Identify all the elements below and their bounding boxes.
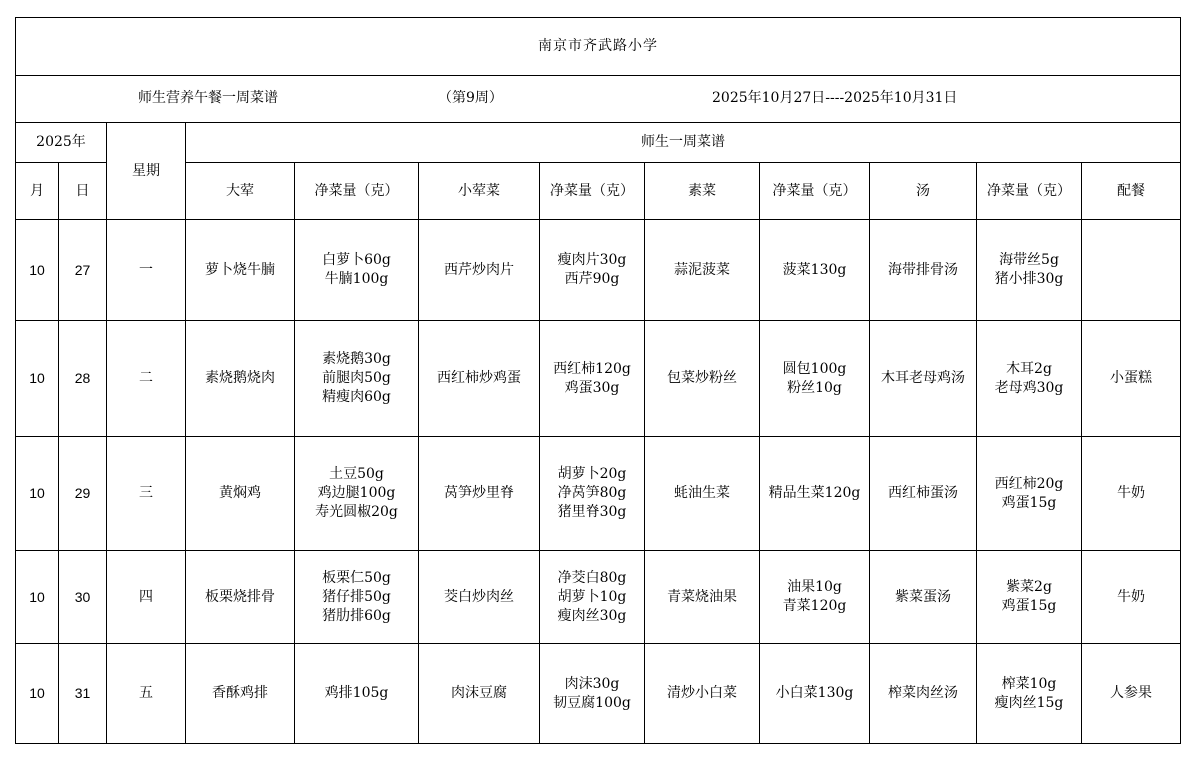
soup-qty-cell	[977, 321, 1082, 437]
qty-line: 西芹90g	[564, 271, 620, 287]
extra-header: 配餐	[1082, 163, 1181, 220]
veg-cell: 蚝油生菜	[645, 437, 760, 551]
extra-cell: 牛奶	[1082, 437, 1181, 551]
main-qty-header: 净菜量（克）	[295, 163, 419, 220]
qty-line: 粉丝10g	[787, 379, 842, 396]
soup-qty-header: 净菜量（克）	[977, 163, 1082, 220]
qty-line: 韧豆腐100g	[553, 694, 631, 711]
weekday-header: 星期	[107, 123, 186, 220]
veg-qty-cell	[760, 321, 870, 437]
day-cell: 29	[59, 437, 107, 551]
school-title: 南京市齐武路小学	[16, 18, 1181, 76]
veg-cell: 青菜烧油果	[645, 551, 760, 644]
main-dish-cell: 香酥鸡排	[186, 644, 295, 744]
side-meat-header: 小荤菜	[419, 163, 540, 220]
side-meat-cell: 西红柿炒鸡蛋	[419, 321, 540, 437]
veg-cell: 包菜炒粉丝	[645, 321, 760, 437]
soup-qty-cell	[977, 644, 1082, 744]
side-qty-cell	[540, 321, 645, 437]
main-dish-cell: 素烧鹅烧肉	[186, 321, 295, 437]
table-row	[16, 220, 1181, 321]
section-title: 师生一周菜谱	[186, 123, 1181, 163]
qty-line: 前腿肉50g	[322, 370, 391, 386]
qty-line: 净茭白80g	[557, 569, 627, 586]
extra-cell: 人参果	[1082, 644, 1181, 744]
main-dish-cell: 板栗烧排骨	[186, 551, 295, 644]
main-qty-cell	[295, 220, 419, 321]
qty-line: 西红柿20g	[994, 475, 1064, 492]
veg-header: 素菜	[645, 163, 760, 220]
qty-line: 鸡蛋15g	[1001, 598, 1057, 614]
weekday-cell: 二	[107, 321, 186, 437]
month-header: 月	[16, 163, 59, 220]
qty-line: 木耳2g	[1006, 360, 1052, 377]
qty-line: 寿光圆椒20g	[315, 504, 398, 520]
veg-qty-cell	[760, 551, 870, 644]
main-qty-cell	[295, 321, 419, 437]
soup-cell: 榨菜肉丝汤	[870, 644, 977, 744]
table-row	[16, 644, 1181, 744]
side-qty-cell	[540, 220, 645, 321]
weekly-menu-table	[15, 17, 1181, 744]
extra-cell: 牛奶	[1082, 551, 1181, 644]
side-meat-cell: 西芹炒肉片	[419, 220, 540, 321]
weekday-cell: 一	[107, 220, 186, 321]
veg-qty-header: 净菜量（克）	[760, 163, 870, 220]
weekday-cell: 四	[107, 551, 186, 644]
date-range: 2025年10月27日----2025年10月31日	[712, 90, 958, 106]
qty-line: 白萝卜60g	[322, 252, 391, 268]
qty-line: 牛腩100g	[324, 271, 389, 287]
qty-line: 榨菜10g	[1001, 675, 1057, 692]
qty-line: 小白菜130g	[775, 685, 854, 701]
side-qty-cell	[540, 551, 645, 644]
table-row	[16, 437, 1181, 551]
extra-cell: 小蛋糕	[1082, 321, 1181, 437]
qty-line: 瘦肉丝15g	[994, 694, 1064, 711]
extra-cell	[1082, 220, 1181, 321]
soup-qty-cell	[977, 551, 1082, 644]
weekday-cell: 三	[107, 437, 186, 551]
qty-line: 老母鸡30g	[994, 379, 1064, 396]
qty-line: 油果10g	[787, 579, 842, 595]
qty-line: 胡萝卜10g	[557, 588, 627, 605]
day-cell: 30	[59, 551, 107, 644]
qty-line: 精瘦肉60g	[322, 389, 391, 405]
soup-cell: 木耳老母鸡汤	[870, 321, 977, 437]
day-cell: 31	[59, 644, 107, 744]
qty-line: 菠菜130g	[782, 261, 847, 278]
qty-line: 瘦肉片30g	[557, 252, 627, 268]
soup-cell: 海带排骨汤	[870, 220, 977, 321]
qty-line: 精品生菜120g	[768, 485, 861, 501]
qty-line: 鸡边腿100g	[317, 485, 396, 501]
year-header: 2025年	[16, 123, 107, 163]
qty-line: 胡萝卜20g	[557, 466, 627, 482]
qty-line: 瘦肉丝30g	[557, 607, 627, 624]
soup-qty-cell	[977, 220, 1082, 321]
month-cell: 10	[16, 437, 59, 551]
soup-cell: 紫菜蛋汤	[870, 551, 977, 644]
qty-line: 青菜120g	[782, 598, 847, 614]
side-qty-cell	[540, 644, 645, 744]
header-row-2	[16, 163, 1181, 220]
weekday-cell: 五	[107, 644, 186, 744]
side-meat-qty-header: 净菜量（克）	[540, 163, 645, 220]
qty-line: 猪小排30g	[994, 271, 1064, 287]
qty-line: 鸡蛋15g	[1001, 494, 1057, 511]
month-cell: 10	[16, 551, 59, 644]
subtitle-row	[16, 76, 1181, 123]
main-qty-cell	[295, 551, 419, 644]
qty-line: 西红柿120g	[553, 360, 631, 377]
main-dish-cell: 萝卜烧牛腩	[186, 220, 295, 321]
qty-line: 海带丝5g	[999, 252, 1059, 268]
month-cell: 10	[16, 321, 59, 437]
main-qty-cell	[295, 437, 419, 551]
title-row	[16, 18, 1181, 76]
month-cell: 10	[16, 644, 59, 744]
veg-cell: 清炒小白菜	[645, 644, 760, 744]
veg-cell: 蒜泥菠菜	[645, 220, 760, 321]
side-meat-cell: 莴笋炒里脊	[419, 437, 540, 551]
soup-cell: 西红柿蛋汤	[870, 437, 977, 551]
day-cell: 28	[59, 321, 107, 437]
side-meat-cell: 茭白炒肉丝	[419, 551, 540, 644]
subtitle-cell	[16, 76, 1181, 123]
veg-qty-cell	[760, 644, 870, 744]
qty-line: 板栗仁50g	[322, 569, 391, 586]
qty-line: 紫菜2g	[1006, 579, 1052, 595]
main-qty-cell	[295, 644, 419, 744]
table-row	[16, 551, 1181, 644]
table-row	[16, 321, 1181, 437]
day-header: 日	[59, 163, 107, 220]
side-meat-cell: 肉沫豆腐	[419, 644, 540, 744]
header-row-1	[16, 123, 1181, 163]
soup-qty-cell	[977, 437, 1082, 551]
qty-line: 猪仔排50g	[322, 588, 391, 605]
qty-line: 猪里脊30g	[557, 504, 627, 520]
day-cell: 27	[59, 220, 107, 321]
qty-line: 土豆50g	[329, 466, 384, 482]
week-number: （第9周）	[438, 90, 503, 106]
veg-qty-cell	[760, 437, 870, 551]
month-cell: 10	[16, 220, 59, 321]
side-qty-cell	[540, 437, 645, 551]
main-dish-cell: 黄焖鸡	[186, 437, 295, 551]
qty-line: 肉沫30g	[564, 675, 620, 692]
qty-line: 鸡排105g	[324, 685, 389, 701]
menu-name: 师生营养午餐一周菜谱	[138, 90, 278, 106]
soup-header: 汤	[870, 163, 977, 220]
qty-line: 鸡蛋30g	[564, 379, 620, 396]
main-dish-header: 大荤	[186, 163, 295, 220]
qty-line: 圆包100g	[782, 360, 847, 377]
veg-qty-cell	[760, 220, 870, 321]
qty-line: 素烧鹅30g	[322, 351, 391, 367]
qty-line: 净莴笋80g	[557, 485, 627, 501]
qty-line: 猪肋排60g	[322, 607, 391, 624]
